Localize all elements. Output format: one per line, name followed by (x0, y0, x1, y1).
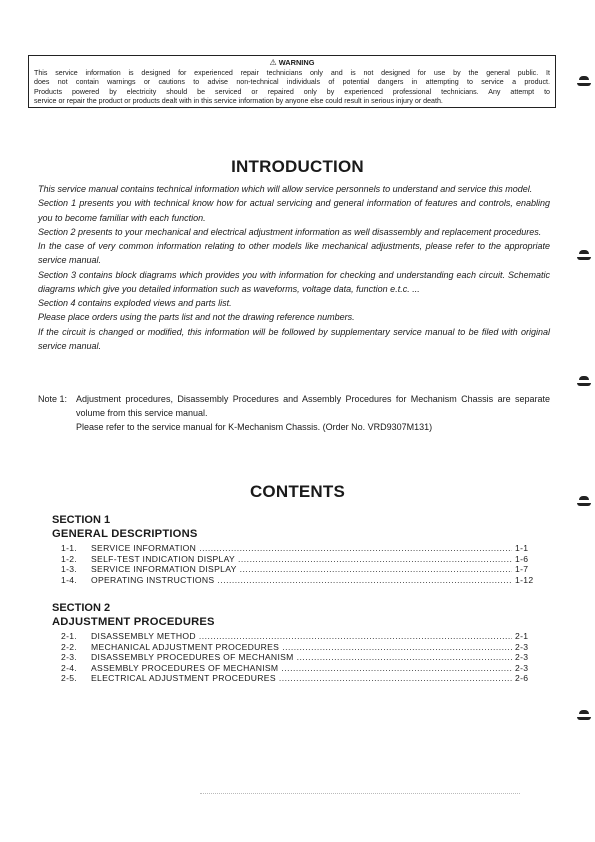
toc-entry[interactable] (61, 543, 542, 554)
section-title: ADJUSTMENT PROCEDURES (52, 616, 215, 628)
toc-entry-page: 2-3 (515, 652, 529, 663)
toc-leader (279, 673, 512, 684)
toc-entry-title: SERVICE INFORMATION (91, 543, 197, 553)
warning-line: This service information is designed for experienced repair technicians only and is not designed for use by the general public. It (34, 68, 550, 77)
introduction-body (38, 182, 550, 353)
toc-entry[interactable] (61, 663, 542, 674)
intro-paragraph: In the case of very common information relating to other models like mechanical adjustments, please refer to the appropriate service manual. (38, 241, 550, 266)
binder-hole-mark (577, 496, 591, 508)
toc-leader (238, 554, 512, 565)
toc-entry[interactable] (61, 652, 542, 663)
warning-title-text: WARNING (278, 58, 315, 67)
toc-entry-page: 2-3 (515, 641, 529, 652)
toc-entry-title: DISASSEMBLY PROCEDURES OF MECHANISM (91, 652, 294, 663)
binder-hole-mark (577, 376, 591, 388)
toc-entry[interactable] (61, 673, 542, 684)
toc-entry-title: ASSEMBLY PROCEDURES OF MECHANISM (91, 662, 279, 673)
warning-line: service or repair the product or products dealt with in this service information by anyone else could result in serious injury or death. (34, 97, 443, 106)
toc-entry-page: 1-12 (515, 574, 534, 585)
toc-entry-number: 2-2. (61, 641, 78, 652)
warning-line: does not contain warnings or cautions to advise non-technical individuals of potential dangers in attempting to service a product. (34, 78, 550, 87)
toc-leader (199, 631, 512, 642)
toc-list (52, 543, 542, 585)
section-number: SECTION 1 (52, 514, 111, 526)
note-text: Adjustment procedures, Disassembly Procedures and Assembly Procedures for Mechanism Chassis are separate volume from this service manual. (76, 394, 550, 418)
intro-paragraph: Please place orders using the parts list and not the drawing reference numbers. (38, 312, 355, 323)
toc-entry-number: 2-5. (61, 673, 78, 684)
warning-triangle-icon: ⚠ (269, 58, 277, 67)
toc-leader (240, 564, 512, 575)
toc-entry-page: 1-1 (515, 543, 529, 553)
toc-entry-title: SELF-TEST INDICATION DISPLAY (91, 553, 236, 564)
toc-entry[interactable] (61, 554, 542, 565)
note-refer: Please refer to the service manual for K-Mechanism Chassis. (Order No. VRD9307M131) (76, 422, 433, 432)
warning-box (28, 55, 556, 108)
toc-section-2 (52, 601, 542, 684)
binder-hole-mark (577, 710, 591, 722)
toc-leader (199, 543, 512, 554)
toc-entry-page: 2-3 (515, 662, 529, 673)
toc-entry-number: 1-2. (61, 553, 78, 564)
toc-entry-number: 2-4. (61, 662, 78, 673)
toc-section-1 (52, 513, 542, 585)
binder-hole-mark (577, 76, 591, 88)
toc-leader (217, 575, 512, 586)
intro-paragraph: If the circuit is changed or modified, this information will be followed by supplementary service manual to be filed with original service manual. (38, 326, 550, 351)
toc-entry-page: 1-6 (515, 553, 529, 564)
toc-entry-number: 2-3. (61, 652, 78, 663)
toc-entry-page: 2-1 (515, 631, 529, 641)
toc-entry-title: SERVICE INFORMATION DISPLAY (91, 564, 237, 575)
toc-entry-number: 1-1. (61, 543, 78, 553)
toc-entry-title: OPERATING INSTRUCTIONS (91, 574, 215, 585)
warning-title (34, 58, 550, 68)
warning-line: Products powered by electricity should be serviced or repaired only by experienced professional technicians. Any attempt to (34, 87, 550, 96)
intro-paragraph: Section 2 presents to your mechanical and electrical adjustment information as well disassembly and replacement procedures. (38, 226, 542, 237)
introduction-heading: INTRODUCTION (231, 157, 364, 176)
toc-entry[interactable] (61, 575, 542, 586)
toc-leader (281, 663, 512, 674)
section-number: SECTION 2 (52, 602, 111, 614)
scan-artifact (200, 793, 520, 796)
note-block (38, 392, 550, 434)
intro-paragraph: This service manual contains technical information which will allow service personnels to understand and service this model. (38, 184, 533, 194)
toc-entry-page: 1-7 (515, 564, 529, 575)
toc-list (52, 631, 542, 684)
toc-leader (297, 652, 512, 663)
toc-entry-title: MECHANICAL ADJUSTMENT PROCEDURES (91, 641, 280, 652)
toc-leader (282, 642, 512, 653)
toc-entry[interactable] (61, 642, 542, 653)
toc-entry[interactable] (61, 631, 542, 642)
intro-paragraph: Section 4 contains exploded views and parts list. (38, 298, 232, 308)
intro-paragraph: Section 1 presents you with technical know how for actual servicing and general information of features and controls, enabling you to become familiar with each function. (38, 198, 550, 223)
binder-hole-mark (577, 250, 591, 262)
toc-entry-number: 1-4. (61, 574, 78, 585)
toc-entry-number: 1-3. (61, 564, 78, 575)
toc-entry-title: DISASSEMBLY METHOD (91, 631, 196, 641)
toc-entry-page: 2-6 (515, 673, 529, 684)
section-title: GENERAL DESCRIPTIONS (52, 528, 198, 540)
note-label: Note 1: (38, 394, 68, 404)
contents-heading: CONTENTS (249, 482, 346, 501)
intro-paragraph: Section 3 contains block diagrams which provides you with information for checking and understanding each circuit. Schematic diagrams which give you detailed information such as waveforms, voltage data, function e.t.c. ... (38, 269, 550, 294)
toc-entry-number: 2-1. (61, 631, 78, 641)
toc-entry[interactable] (61, 564, 542, 575)
toc-entry-title: ELECTRICAL ADJUSTMENT PROCEDURES (91, 673, 276, 684)
